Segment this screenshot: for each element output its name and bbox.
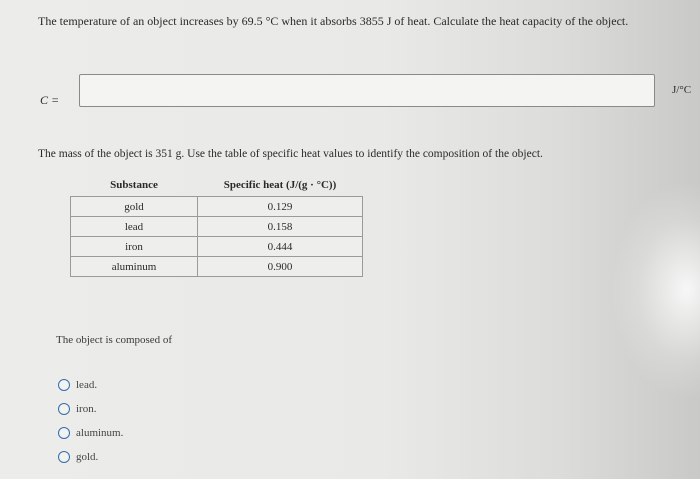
radio-button[interactable] <box>58 451 70 463</box>
heat-capacity-input[interactable] <box>79 74 655 107</box>
question-text: The temperature of an object increases by 69.5 °C when it absorbs 3855 J of heat. Calculate the heat capacity of the object. <box>38 14 629 28</box>
composition-prompt: The object is composed of <box>56 334 173 346</box>
composition-options <box>58 373 123 469</box>
table-header-specific-heat: Specific heat (J/(g · °C)) <box>223 179 337 191</box>
option-iron[interactable] <box>58 397 123 421</box>
radio-button[interactable] <box>58 379 70 391</box>
table-cell-substance: gold <box>71 197 198 217</box>
table-cell-specific-heat: 0.158 <box>198 217 363 237</box>
option-label: iron. <box>76 403 97 415</box>
table-row <box>71 217 363 237</box>
option-aluminum[interactable] <box>58 421 123 445</box>
heat-capacity-unit: J/°C <box>672 84 692 96</box>
table-row <box>71 257 363 277</box>
table-cell-substance: iron <box>71 237 198 257</box>
table-cell-specific-heat: 0.444 <box>198 237 363 257</box>
option-gold[interactable] <box>58 445 123 469</box>
table-cell-substance: aluminum <box>71 257 198 277</box>
mass-question-text: The mass of the object is 351 g. Use the table of specific heat values to identify the composition of the object. <box>38 148 543 160</box>
table-row <box>71 237 363 257</box>
option-lead[interactable] <box>58 373 123 397</box>
table-cell-substance: lead <box>71 217 198 237</box>
table-cell-specific-heat: 0.129 <box>198 197 363 217</box>
radio-button[interactable] <box>58 403 70 415</box>
radio-button[interactable] <box>58 427 70 439</box>
table-row <box>71 197 363 217</box>
table-cell-specific-heat: 0.900 <box>198 257 363 277</box>
specific-heat-table <box>70 174 363 277</box>
table-header-substance: Substance <box>110 179 158 191</box>
option-label: aluminum. <box>76 427 124 439</box>
heat-capacity-label: C = <box>40 93 60 107</box>
option-label: gold. <box>76 451 99 463</box>
table-header-row <box>71 174 363 197</box>
screen-glare <box>610 180 700 400</box>
option-label: lead. <box>76 379 98 391</box>
